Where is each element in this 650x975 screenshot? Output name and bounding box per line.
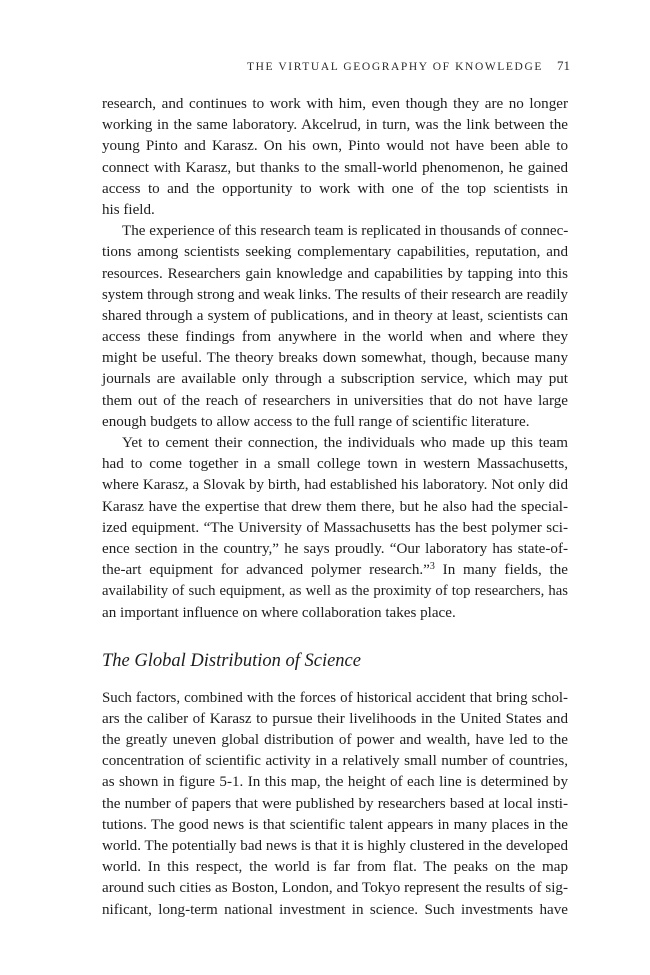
text-line: Such factors, combined with the forces of historical accident that bring schol- (102, 689, 568, 706)
paragraph-2 (102, 221, 568, 433)
text-line: them out of the reach of researchers in universities that do not have large (102, 392, 568, 409)
text-line: might be useful. The theory breaks down somewhat, though, because many (102, 350, 568, 367)
paragraph-3 (102, 433, 568, 624)
text-line: Karasz have the expertise that drew them there, but he also had the special- (102, 498, 568, 515)
text-line: The experience of this research team is replicated in thousands of connec- (122, 223, 569, 240)
text-line: had to come together in a small college town in western Massachusetts, (102, 456, 568, 473)
text-line: Yet to cement their connection, the individuals who made up this team (122, 435, 568, 451)
text-line: around such cities as Boston, London, and Tokyo represent the results of sig- (102, 880, 568, 897)
page-number: 71 (557, 58, 570, 73)
text-line: ence section in the country,” he says proudly. “Our laboratory has state-of- (102, 540, 568, 557)
text-line: journals are available only through a subscription service, which may put (102, 371, 568, 388)
text-line: concentration of scientific activity in a relatively small number of countries, (102, 753, 568, 770)
section-heading: The Global Distribution of Science (102, 650, 361, 671)
text-line: system through strong and weak links. The results of their research are readily (102, 286, 568, 303)
footnote-marker: 3 (429, 561, 435, 573)
text-line: the greatly uneven global distribution of power and wealth, have led to the (102, 732, 568, 749)
text-segment: the-art equipment for advanced polymer research.” (102, 562, 430, 579)
body-text (102, 94, 568, 921)
text-line: ized equipment. “The University of Massachusetts has the best polymer sci- (102, 519, 568, 536)
text-line-with-footnote (102, 560, 568, 581)
text-line: young Pinto and Karasz. On his own, Pinto would not have been able to (102, 138, 568, 155)
paragraph-4 (102, 688, 568, 921)
text-line: research, and continues to work with him, even though they are no longer (102, 96, 568, 112)
text-line: access these findings from anywhere in the world when and where they (102, 329, 568, 346)
text-line: as shown in figure 5-1. In this map, the height of each line is determined by (102, 774, 568, 791)
text-line: access to and the opportunity to work with one of the top scientists in (102, 180, 568, 197)
text-line: world. The potentially bad news is that it is highly clustered in the developed (102, 838, 568, 854)
text-line: an important influence on where collaboration takes place. (102, 604, 456, 621)
text-line: enough budgets to allow access to the full range of scientific literature. (102, 413, 530, 430)
text-line: nificant, long-term national investment in science. Such investments have (102, 901, 568, 918)
text-line: his field. (102, 201, 155, 218)
text-line: connect with Karasz, but thanks to the small-world phenomenon, he gained (102, 159, 568, 176)
text-line: shared through a system of publications, and in theory at least, scientists can (102, 307, 568, 324)
running-title: THE VIRTUAL GEOGRAPHY OF KNOWLEDGE (246, 61, 543, 73)
text-line: world. In this respect, the world is far from flat. The peaks on the map (102, 859, 568, 876)
text-line: ars the caliber of Karasz to pursue their livelihoods in the United States and (102, 710, 568, 727)
text-line: where Karasz, a Slovak by birth, had established his laboratory. Not only did (102, 477, 568, 494)
spacer (102, 624, 568, 646)
text-line: resources. Researchers gain knowledge and capabilities by tapping into this (102, 265, 568, 282)
text-segment: In many fields, the (434, 562, 568, 579)
paragraph-1 (102, 94, 568, 221)
text-line: working in the same laboratory. Akcelrud, in turn, was the link between the (102, 117, 568, 134)
text-line: availability of such equipment, as well as the proximity of top researchers, has (102, 583, 568, 600)
text-line: tions among scientists seeking complementary capabilities, reputation, and (102, 244, 568, 261)
running-head (247, 58, 570, 74)
spacer (102, 676, 568, 688)
text-line: tutions. The good news is that scientific talent appears in many places in the (102, 816, 568, 833)
text-line: the number of papers that were published by researchers based at local insti- (102, 795, 568, 812)
